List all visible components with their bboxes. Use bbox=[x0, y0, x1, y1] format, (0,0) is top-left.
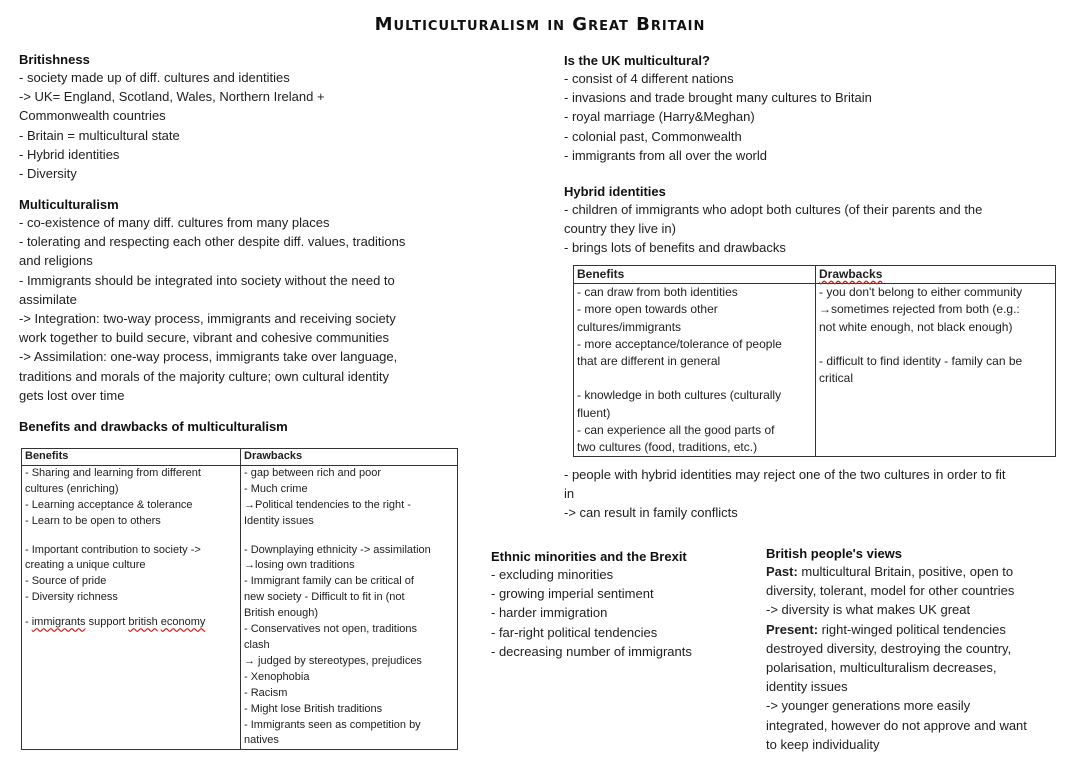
text-line: traditions and morals of the majority culture; own cultural identity bbox=[19, 368, 389, 384]
text-line: - Sharing and learning from different bbox=[25, 466, 201, 479]
text-line: - people with hybrid identities may reject one of the two cultures in order to fit bbox=[564, 467, 1006, 482]
text-line: - Learn to be open to others bbox=[25, 514, 161, 527]
text-line: British enough) bbox=[244, 607, 318, 620]
text-line: in bbox=[564, 486, 575, 502]
drawbacks-row1 bbox=[244, 466, 454, 530]
text-line: - growing imperial sentiment bbox=[491, 586, 654, 602]
text-line: country they live in) bbox=[564, 221, 676, 237]
text-line: - can draw from both identities bbox=[577, 285, 738, 300]
text-line: - Diversity richness bbox=[25, 591, 118, 604]
text-line: fluent) bbox=[577, 405, 611, 420]
text-line: - excluding minorities bbox=[491, 567, 614, 582]
text-line: - Immigrants seen as competition by bbox=[244, 718, 421, 731]
text-line: - Immigrants should be integrated into society without the need to bbox=[19, 272, 395, 288]
views-present-text: right-winged political tendencies bbox=[818, 621, 1006, 637]
text-line: - tolerating and respecting each other despite diff. values, traditions bbox=[19, 234, 406, 250]
text-line: - can experience all the good parts of bbox=[577, 422, 775, 437]
multiculturalism-lines bbox=[19, 213, 469, 405]
brexit-lines bbox=[491, 565, 751, 661]
text-line: - Important contribution to society -> bbox=[25, 543, 201, 556]
benefits-row2 bbox=[25, 543, 237, 607]
text-line: - knowledge in both cultures (culturally bbox=[577, 388, 782, 403]
britishness-lines bbox=[19, 68, 469, 183]
brexit-heading: Ethnic minorities and the Brexit bbox=[491, 549, 687, 564]
text-line: - far-right political tendencies bbox=[491, 624, 658, 640]
text-line: - Might lose British traditions bbox=[244, 702, 383, 715]
text-line: -> younger generations more easily bbox=[766, 698, 971, 714]
text-line: cultures/immigrants bbox=[577, 319, 682, 334]
text-line: natives bbox=[244, 734, 279, 747]
hybrid-section bbox=[564, 184, 1064, 258]
benefits-drawbacks-heading: Benefits and drawbacks of multiculturalism bbox=[19, 419, 288, 434]
table-header-benefits: Benefits bbox=[22, 449, 241, 466]
views-present bbox=[766, 620, 1071, 639]
text-line: - Source of pride bbox=[25, 575, 107, 588]
text-line: - co-existence of many diff. cultures from many places bbox=[19, 215, 330, 230]
uk-multicultural-heading: Is the UK multicultural? bbox=[564, 53, 710, 68]
text-line: - more acceptance/tolerance of people bbox=[577, 336, 782, 351]
word: british bbox=[128, 616, 158, 629]
text-line: - Diversity bbox=[19, 166, 77, 182]
text-line: integrated, however do not approve and want bbox=[766, 717, 1027, 733]
text-line: →losing own traditions bbox=[244, 559, 355, 572]
text-line: Identity issues bbox=[244, 514, 314, 527]
benefits-drawbacks-table bbox=[21, 448, 458, 750]
table-header-drawbacks: Drawbacks bbox=[241, 449, 458, 466]
text-line bbox=[819, 336, 1052, 353]
text-line: -> UK= England, Scotland, Wales, Northern Ireland + bbox=[19, 89, 325, 105]
britishness-section bbox=[19, 52, 469, 183]
text-line: - Immigrant family can be critical of bbox=[244, 575, 414, 588]
text-line: -> Integration: two-way process, immigrants and receiving society bbox=[19, 311, 396, 327]
text-line: two cultures (food, traditions, etc.) bbox=[577, 440, 758, 455]
word: immigrants bbox=[31, 616, 86, 629]
text-line: -> Assimilation: one-way process, immigrants take over language, bbox=[19, 349, 398, 365]
text-line: - brings lots of benefits and drawbacks bbox=[564, 240, 786, 256]
word: economy bbox=[160, 616, 206, 629]
text-line: - immigrants from all over the world bbox=[564, 147, 767, 163]
text-line: cultures (enriching) bbox=[25, 482, 119, 495]
text-line: critical bbox=[819, 371, 854, 386]
views-past bbox=[766, 562, 1071, 581]
text-line: diversity, tolerant, model for other countries bbox=[766, 583, 1015, 599]
text-line: → judged by stereotypes, prejudices bbox=[244, 654, 422, 667]
text-line: - harder immigration bbox=[491, 605, 608, 621]
hybrid-cell-drawbacks bbox=[816, 284, 1056, 457]
text-line: - royal marriage (Harry&Meghan) bbox=[564, 109, 755, 125]
benefits-row1 bbox=[25, 466, 237, 530]
views-past-label: Past: bbox=[766, 564, 798, 579]
hybrid-after bbox=[564, 465, 1069, 523]
text-line: - Britain = multicultural state bbox=[19, 127, 180, 143]
text-line: - Hybrid identities bbox=[19, 146, 120, 162]
text-line: polarisation, multiculturalism decreases, bbox=[766, 660, 997, 676]
hybrid-cell-benefits bbox=[574, 284, 816, 457]
text-line: identity issues bbox=[766, 679, 848, 695]
hybrid-heading: Hybrid identities bbox=[564, 184, 666, 199]
text-line: and religions bbox=[19, 253, 93, 269]
text-line: - society made up of diff. cultures and identities bbox=[19, 70, 290, 85]
britishness-heading: Britishness bbox=[19, 52, 90, 67]
drawbacks-row2 bbox=[244, 543, 454, 750]
text-line: - invasions and trade brought many cultures to Britain bbox=[564, 90, 872, 106]
text-line: - more open towards other bbox=[577, 302, 718, 317]
multiculturalism-section bbox=[19, 197, 469, 405]
text-line: - decreasing number of immigrants bbox=[491, 643, 692, 659]
text-line: - Racism bbox=[244, 686, 288, 699]
text-line: - consist of 4 different nations bbox=[564, 71, 734, 86]
word: - bbox=[25, 616, 29, 629]
text-line: - Xenophobia bbox=[244, 670, 310, 683]
views-present-label: Present: bbox=[766, 621, 819, 637]
word: support bbox=[88, 616, 126, 629]
hybrid-drawbacks bbox=[819, 284, 1052, 387]
views-past-rest bbox=[766, 581, 1071, 619]
text-line: →Political tendencies to the right - bbox=[244, 498, 411, 511]
text-line: →sometimes rejected from both (e.g.: bbox=[819, 302, 1020, 317]
text-line: gets lost over time bbox=[19, 387, 125, 403]
text-line bbox=[577, 370, 812, 387]
text-line: not white enough, not black enough) bbox=[819, 319, 1013, 334]
text-line: clash bbox=[244, 638, 270, 651]
hybrid-benefits bbox=[577, 284, 812, 456]
text-line: destroyed diversity, destroying the country, bbox=[766, 640, 1012, 656]
uk-multicultural-lines bbox=[564, 69, 1064, 165]
text-line: - you don't belong to either community bbox=[819, 285, 1023, 300]
table-cell-benefits bbox=[22, 465, 241, 749]
views-present-rest bbox=[766, 639, 1071, 754]
text-line: work together to build secure, vibrant and cohesive communities bbox=[19, 330, 389, 346]
benefits-economy bbox=[25, 615, 237, 631]
hybrid-drawbacks-label: Drawbacks bbox=[819, 267, 883, 281]
text-line: new society - Difficult to fit in (not bbox=[244, 591, 405, 604]
text-line: Commonwealth countries bbox=[19, 108, 166, 124]
table-cell-drawbacks bbox=[241, 465, 458, 749]
text-line: assimilate bbox=[19, 291, 77, 307]
hybrid-lines bbox=[564, 200, 1064, 258]
text-line: - Downplaying ethnicity -> assimilation bbox=[244, 543, 431, 556]
views-past-text: multicultural Britain, positive, open to bbox=[797, 564, 1014, 579]
brexit-section bbox=[491, 549, 751, 661]
text-line: - Learning acceptance & tolerance bbox=[25, 498, 193, 511]
text-line: -> can result in family conflicts bbox=[564, 505, 738, 521]
text-line: - colonial past, Commonwealth bbox=[564, 128, 742, 144]
multiculturalism-heading: Multiculturalism bbox=[19, 197, 119, 212]
views-heading: British people's views bbox=[766, 546, 903, 561]
uk-multicultural-section bbox=[564, 53, 1064, 165]
hybrid-table bbox=[573, 265, 1056, 457]
hybrid-header-drawbacks bbox=[816, 266, 1056, 284]
views-section bbox=[766, 546, 1071, 754]
text-line: -> diversity is what makes UK great bbox=[766, 602, 971, 618]
text-line: - Much crime bbox=[244, 482, 308, 495]
text-line: to keep individuality bbox=[766, 736, 880, 752]
text-line: creating a unique culture bbox=[25, 559, 146, 572]
text-line: - gap between rich and poor bbox=[244, 466, 381, 479]
text-line: - children of immigrants who adopt both cultures (of their parents and the bbox=[564, 202, 983, 217]
text-line: - difficult to find identity - family can be bbox=[819, 354, 1023, 369]
text-line: that are different in general bbox=[577, 354, 721, 369]
text-line: - Conservatives not open, traditions bbox=[244, 623, 418, 636]
hybrid-header-benefits: Benefits bbox=[574, 266, 816, 284]
page-title: Multiculturalism in Great Britain bbox=[374, 14, 706, 35]
